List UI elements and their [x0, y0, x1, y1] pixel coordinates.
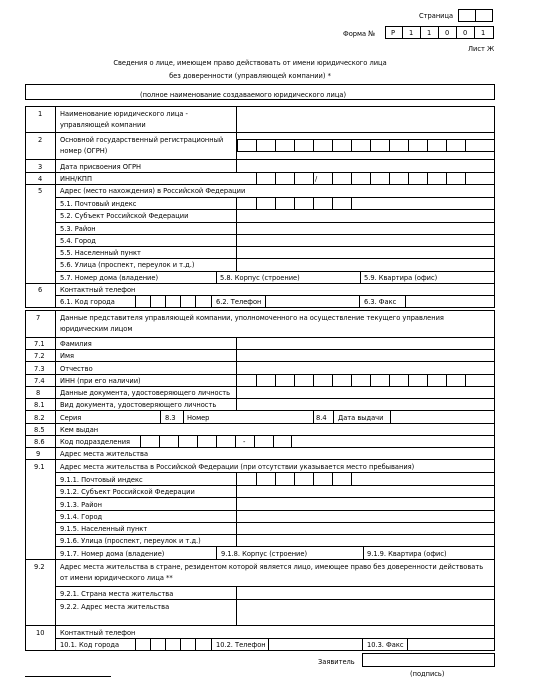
first-name-label: Имя [60, 351, 74, 360]
res-building-label: 9.1.8. Корпус (строение) [221, 549, 308, 558]
form-digit: 1 [409, 28, 414, 37]
postal-code-input[interactable] [237, 198, 351, 209]
issued-by-label: Кем выдан [60, 425, 99, 434]
building-label: 5.8. Корпус (строение) [220, 273, 300, 282]
form-title-line2: без доверенности (управляющей компании) * [169, 71, 331, 80]
residence-rf-label: Адрес места жительства в Российской Федерации (при отсутствии указывается место пребывания) [60, 462, 415, 471]
company-name-caption: (полное наименование создаваемого юридического лица) [140, 90, 347, 99]
rep-fax-label: 10.3. Факс [367, 640, 404, 649]
ogrn-label-2: номер (ОГРН) [60, 146, 108, 155]
form-digit: 1 [481, 28, 486, 37]
district-input[interactable] [237, 223, 494, 234]
personal-inn-label: ИНН (при его наличии) [60, 376, 141, 385]
row-number: 4 [38, 174, 43, 183]
rep-area-code-label: 10.1. Код города [60, 640, 120, 649]
page-number-cell[interactable] [458, 9, 476, 22]
fax-input[interactable] [405, 296, 494, 308]
company-name-label-2: управляющей компании [60, 120, 146, 129]
row-number: 8.3 [165, 413, 176, 422]
res-house-label: 9.1.7. Номер дома (владение) [60, 549, 165, 558]
ogrn-label: Основной государственный регистрационный [60, 135, 224, 144]
locality-input[interactable] [237, 247, 494, 258]
foreign-address-input[interactable] [237, 600, 494, 625]
inn-kpp-separator: / [315, 174, 318, 183]
first-name-input[interactable] [237, 350, 494, 361]
form-label: Форма № [343, 29, 376, 38]
row-number: 6 [38, 285, 43, 294]
surname-input[interactable] [237, 338, 494, 349]
rep-fax-input[interactable] [407, 639, 494, 651]
row-number: 8 [36, 388, 41, 397]
rep-area-code-input[interactable] [135, 638, 212, 651]
page-label: Страница [419, 11, 454, 20]
house-label: 5.7. Номер дома (владение) [60, 273, 159, 282]
inn-kpp-input[interactable] [237, 173, 495, 184]
form-digit: 0 [463, 28, 468, 37]
res-region-label: 9.1.2. Субъект Российской Федерации [60, 487, 195, 496]
res-locality-input[interactable] [237, 523, 494, 534]
applicant-label: Заявитель [318, 657, 355, 666]
city-input[interactable] [237, 235, 494, 246]
foreign-address-label: 9.2.2. Адрес места жительства [60, 602, 170, 611]
row-number: 7.4 [34, 376, 45, 385]
country-input[interactable] [237, 587, 494, 599]
footnote-divider [25, 676, 111, 677]
region-label: 5.2. Субъект Российской Федерации [60, 211, 189, 220]
row-number: 8.2 [34, 413, 45, 422]
signature-field[interactable] [362, 653, 495, 667]
res-postal-label: 9.1.1. Почтовый индекс [60, 475, 143, 484]
form-number [385, 26, 494, 39]
series-label: Серия [60, 413, 82, 422]
rep-phone-section-label: Контактный телефон [60, 628, 136, 637]
res-street-input[interactable] [237, 535, 494, 546]
ogrn-input[interactable] [237, 139, 495, 152]
document-type-input[interactable] [237, 399, 494, 410]
address-label: Адрес (место нахождения) в Российской Федерации [60, 186, 246, 195]
row-number: 8.5 [34, 425, 45, 434]
res-street-label: 9.1.6. Улица (проспект, переулок и т.д.) [60, 536, 201, 545]
foreign-residence-label: Адрес места жительства в стране, резидентом которой является лицо, имеющее право без доверенности действовать [60, 562, 484, 571]
locality-label: 5.5. Населенный пункт [60, 248, 141, 257]
row-number: 7.1 [34, 339, 45, 348]
surname-label: Фамилия [60, 339, 92, 348]
subdivision-code-input[interactable] [140, 436, 292, 447]
row-number: 10 [36, 628, 45, 637]
row-number: 7.2 [34, 351, 45, 360]
street-label: 5.6. Улица (проспект, переулок и т.д.) [60, 260, 195, 269]
area-code-input[interactable] [135, 295, 212, 308]
res-region-input[interactable] [237, 486, 494, 497]
document-type-label: Вид документа, удостоверяющего личность [60, 400, 217, 409]
res-city-label: 9.1.4. Город [60, 512, 103, 521]
city-label: 5.4. Город [60, 236, 96, 245]
form-digit: 1 [427, 28, 432, 37]
signature-caption: (подпись) [410, 669, 445, 678]
street-input[interactable] [237, 259, 494, 271]
series-input[interactable] [84, 411, 160, 423]
rep-phone-label: 10.2. Телефон [216, 640, 266, 649]
rep-phone-input[interactable] [268, 639, 363, 651]
res-postal-input[interactable] [237, 473, 351, 485]
issue-date-label: Дата выдачи [338, 413, 384, 422]
fax-label: 6.3. Факс [364, 297, 397, 306]
row-number: 9.1 [34, 462, 45, 471]
postal-code-label: 5.1. Почтовый индекс [60, 199, 137, 208]
doc-number-label: Номер [187, 413, 210, 422]
subdivision-code-label: Код подразделения [60, 437, 131, 446]
row-number: 8.1 [34, 400, 45, 409]
inn-kpp-label: ИНН/КПП [60, 174, 92, 183]
form-digit: 0 [445, 28, 450, 37]
row-number: 2 [38, 135, 43, 144]
company-name-label: Наименование юридического лица - [60, 109, 188, 118]
representative-label-2: юридическим лицом [60, 324, 133, 333]
row-number: 8.4 [316, 413, 327, 422]
res-apartment-label: 9.1.9. Квартира (офис) [367, 549, 447, 558]
row-number: 9 [36, 449, 41, 458]
row-number: 9.2 [34, 562, 45, 571]
phone-label: 6.2. Телефон [216, 297, 262, 306]
company-name-input[interactable] [237, 107, 494, 132]
foreign-residence-label-2: от имени юридического лица ** [60, 573, 173, 582]
phone-section-label: Контактный телефон [60, 285, 136, 294]
form-title-line1: Сведения о лице, имеющем право действовать от имени юридического лица [113, 58, 387, 67]
representative-label: Данные представителя управляющей компании, уполномоченного на осуществление текущего управления [60, 313, 444, 322]
row-number: 5 [38, 186, 43, 195]
personal-inn-input[interactable] [237, 375, 466, 386]
form-digit: Р [391, 28, 396, 37]
res-locality-label: 9.1.5. Населенный пункт [60, 524, 148, 533]
page-number-cell[interactable] [475, 9, 493, 22]
row-number: 8.6 [34, 437, 45, 446]
issued-by-input[interactable] [100, 424, 494, 435]
issue-date-input[interactable] [391, 411, 494, 423]
res-city-input[interactable] [237, 511, 494, 522]
row-number: 3 [38, 162, 43, 171]
residence-label: Адрес места жительства [60, 449, 149, 458]
res-district-input[interactable] [237, 498, 494, 510]
phone-input[interactable] [265, 296, 360, 308]
res-district-label: 9.1.3. Район [60, 500, 102, 509]
area-code-label: 6.1. Код города [60, 297, 115, 306]
row-number: 1 [38, 109, 43, 118]
country-label: 9.2.1. Страна места жительства [60, 589, 174, 598]
ogrn-date-input[interactable] [237, 160, 494, 172]
row-number: 7.3 [34, 364, 45, 373]
subdivision-dash: - [243, 437, 246, 446]
region-input[interactable] [237, 210, 494, 222]
apartment-label: 5.9. Квартира (офис) [364, 273, 438, 282]
ogrn-date-label: Дата присвоения ОГРН [60, 162, 142, 171]
sheet-label: Лист Ж [468, 44, 495, 53]
row-number: 7 [36, 313, 41, 322]
doc-number-input[interactable] [215, 411, 313, 423]
id-document-label: Данные документа, удостоверяющего личность [60, 388, 231, 397]
district-label: 5.3. Район [60, 224, 96, 233]
patronymic-label: Отчество [60, 364, 93, 373]
patronymic-input[interactable] [237, 362, 494, 374]
